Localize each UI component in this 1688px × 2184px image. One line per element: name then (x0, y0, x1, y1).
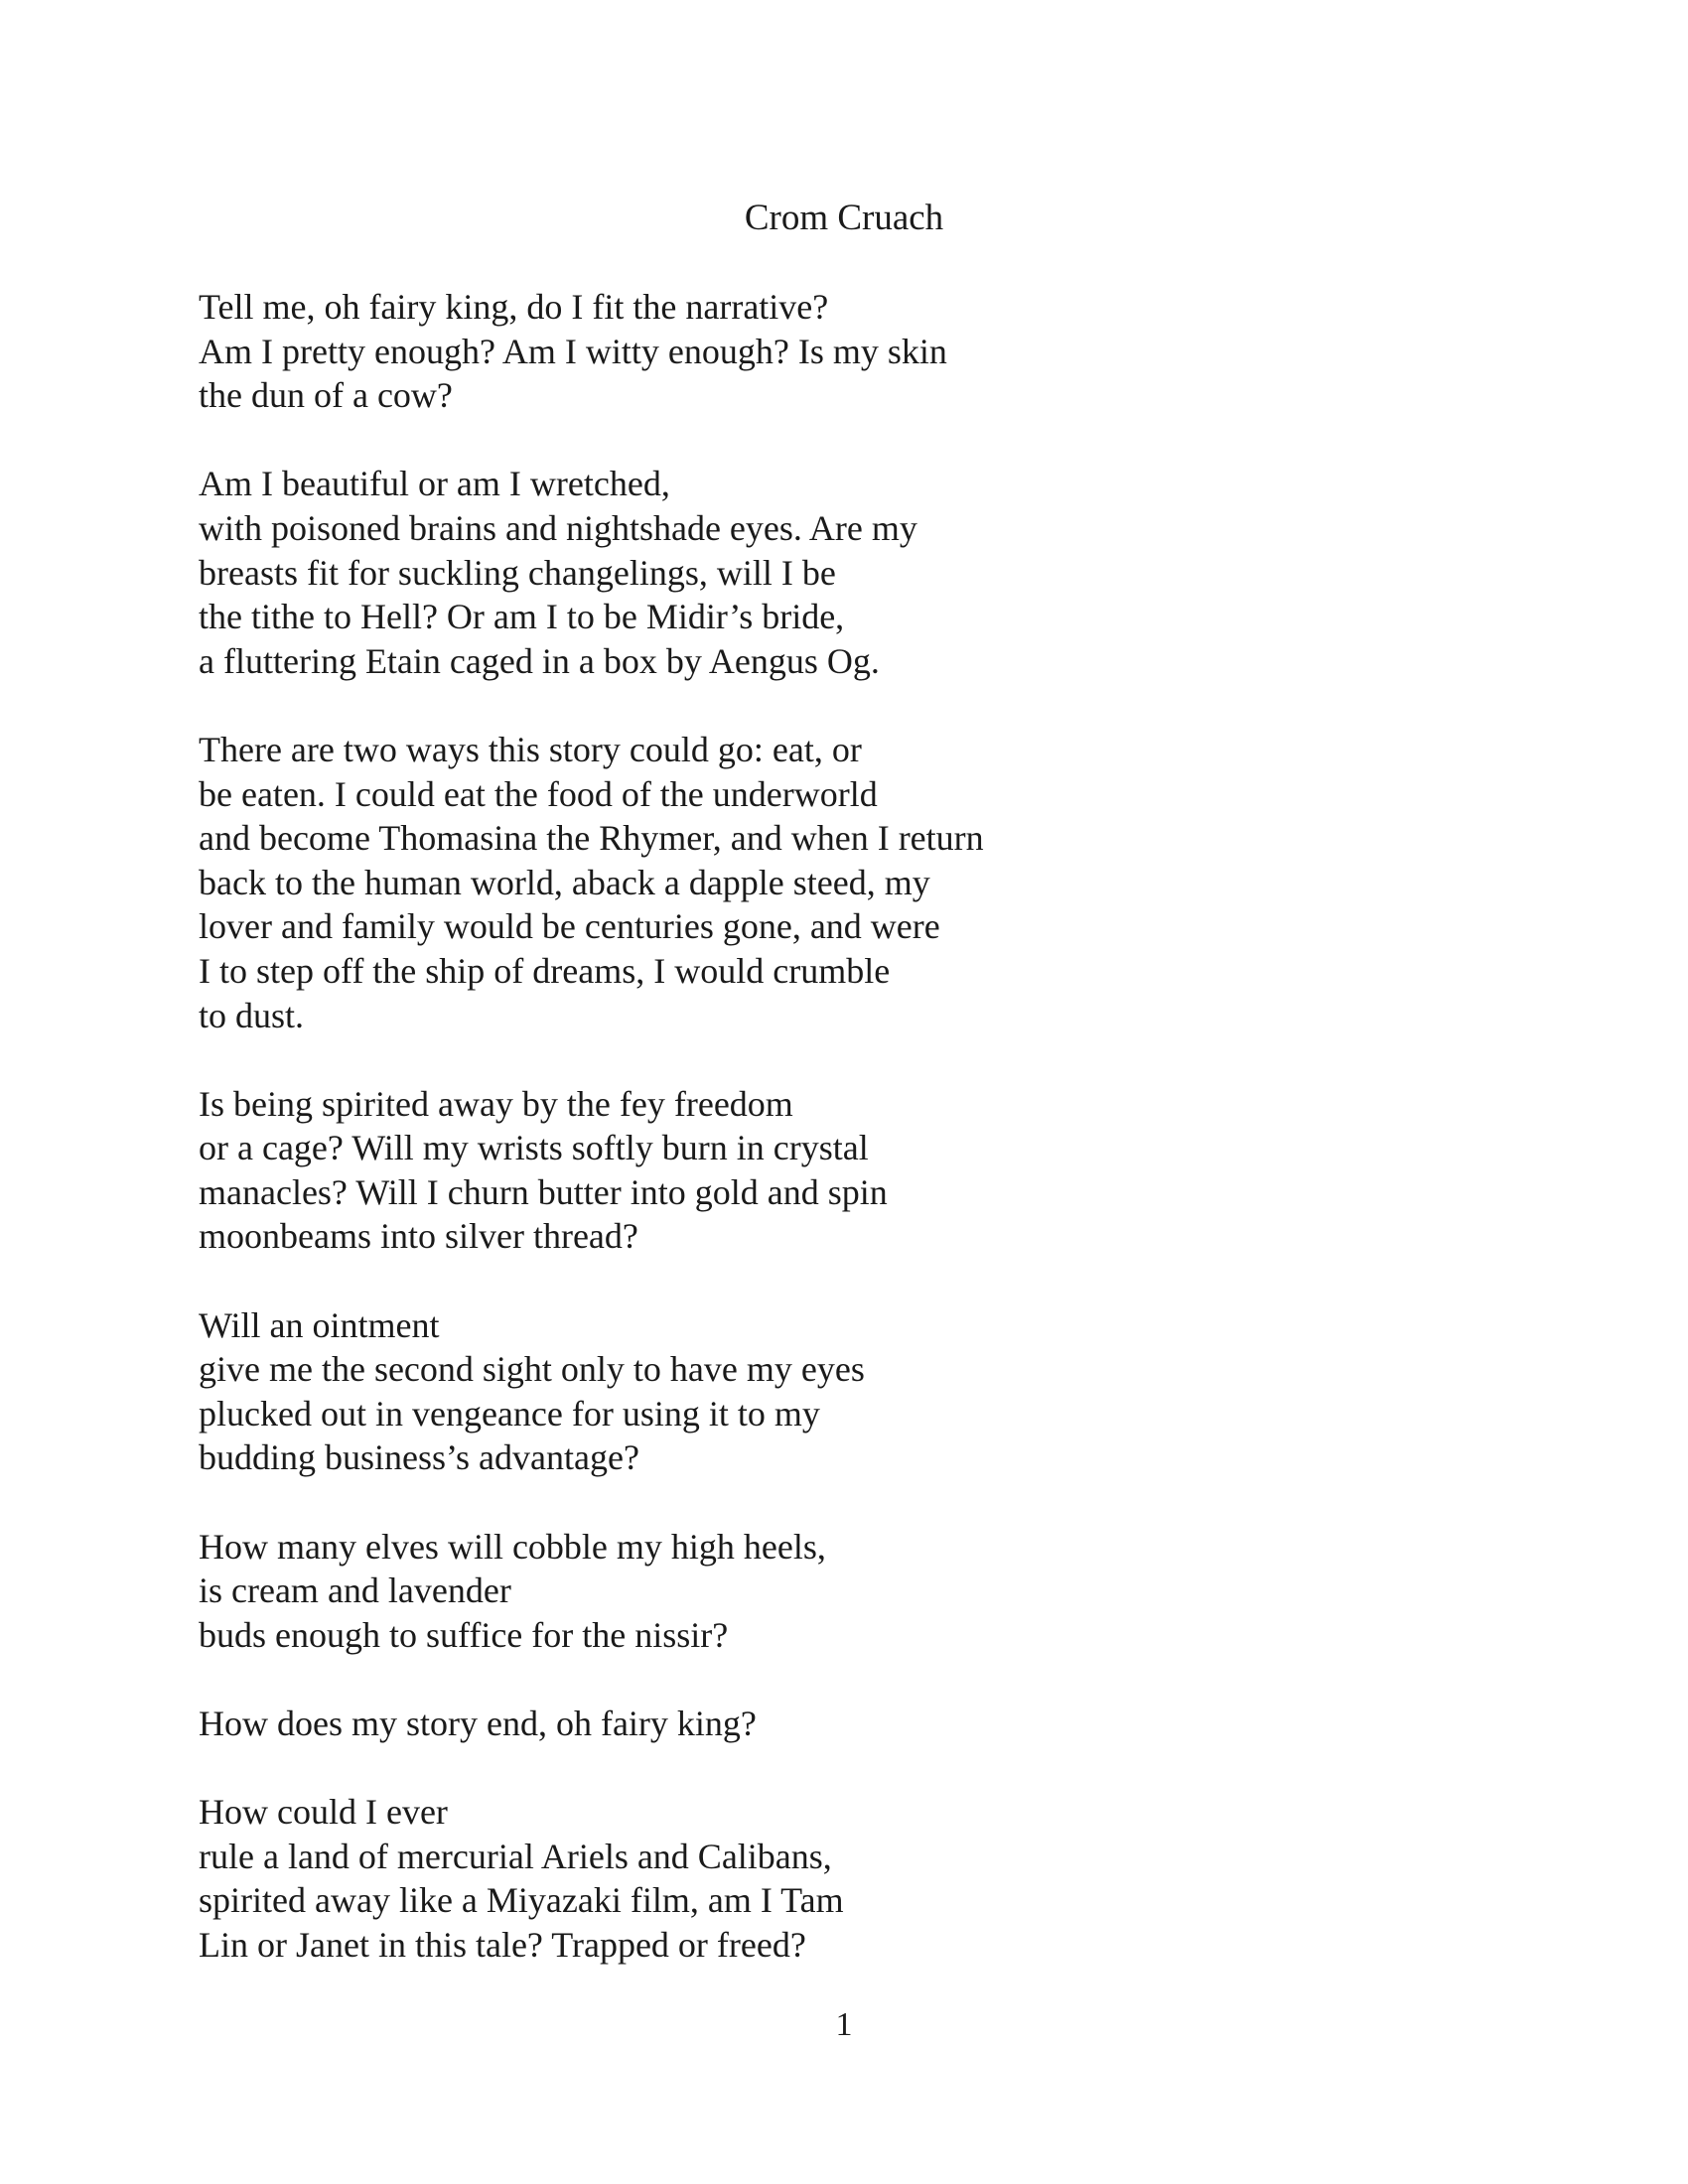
poem-line: I to step off the ship of dreams, I would crumble (199, 950, 891, 991)
stanza (199, 1525, 1489, 1658)
poem-line: budding business’s advantage? (199, 1437, 639, 1478)
poem-line: Am I beautiful or am I wretched, (199, 464, 670, 504)
poem-line: the dun of a cow? (199, 375, 453, 416)
poem-line: Am I pretty enough? Am I witty enough? Is my skin (199, 331, 947, 371)
poem-line: Is being spirited away by the fey freedom (199, 1083, 793, 1124)
poem-line: How many elves will cobble my high heels, (199, 1526, 826, 1567)
poem-body (199, 285, 1489, 2011)
poem-line: to dust. (199, 995, 305, 1035)
poem-line: back to the human world, aback a dapple steed, my (199, 862, 930, 902)
poem-line: plucked out in vengeance for using it to my (199, 1393, 820, 1433)
poem-line: or a cage? Will my wrists softly burn in crystal (199, 1128, 869, 1168)
poem-line: Lin or Janet in this tale? Trapped or freed? (199, 1924, 806, 1965)
poem-line: spirited away like a Miyazaki film, am I Tam (199, 1880, 844, 1921)
stanza (199, 1702, 1489, 1746)
poem-title-text: Crom Cruach (744, 198, 944, 238)
poem-line: Will an ointment (199, 1304, 440, 1345)
poem-line: rule a land of mercurial Ariels and Calibans, (199, 1836, 832, 1876)
poem-line: the tithe to Hell? Or am I to be Midir’s bride, (199, 597, 845, 637)
poem-line: and become Thomasina the Rhymer, and when I return (199, 818, 984, 859)
poem-line: is cream and lavender (199, 1570, 511, 1611)
poem-line: lover and family would be centuries gone, and were (199, 906, 940, 947)
poem-line: be eaten. I could eat the food of the underworld (199, 773, 878, 814)
poem-title (0, 195, 1688, 242)
page-number: 1 (835, 2006, 853, 2043)
poem-line: How could I ever (199, 1792, 448, 1833)
poem-line: give me the second sight only to have my eyes (199, 1349, 865, 1390)
stanza (199, 1790, 1489, 1967)
poem-line: a fluttering Etain caged in a box by Aengus Og. (199, 640, 880, 681)
stanza (199, 728, 1489, 1037)
poem-line: Tell me, oh fairy king, do I fit the narrative? (199, 287, 829, 327)
stanza (199, 1082, 1489, 1259)
poem-line: There are two ways this story could go: eat, or (199, 729, 862, 769)
stanza (199, 462, 1489, 683)
poem-line: manacles? Will I churn butter into gold and spin (199, 1171, 888, 1212)
poem-line: breasts fit for suckling changelings, will I be (199, 552, 836, 593)
poem-line: How does my story end, oh fairy king? (199, 1704, 757, 1743)
stanza (199, 285, 1489, 418)
poem-line: with poisoned brains and nightshade eyes. Are my (199, 507, 917, 548)
poem-line: moonbeams into silver thread? (199, 1216, 638, 1257)
stanza (199, 1303, 1489, 1480)
poem-line: buds enough to suffice for the nissir? (199, 1614, 729, 1655)
